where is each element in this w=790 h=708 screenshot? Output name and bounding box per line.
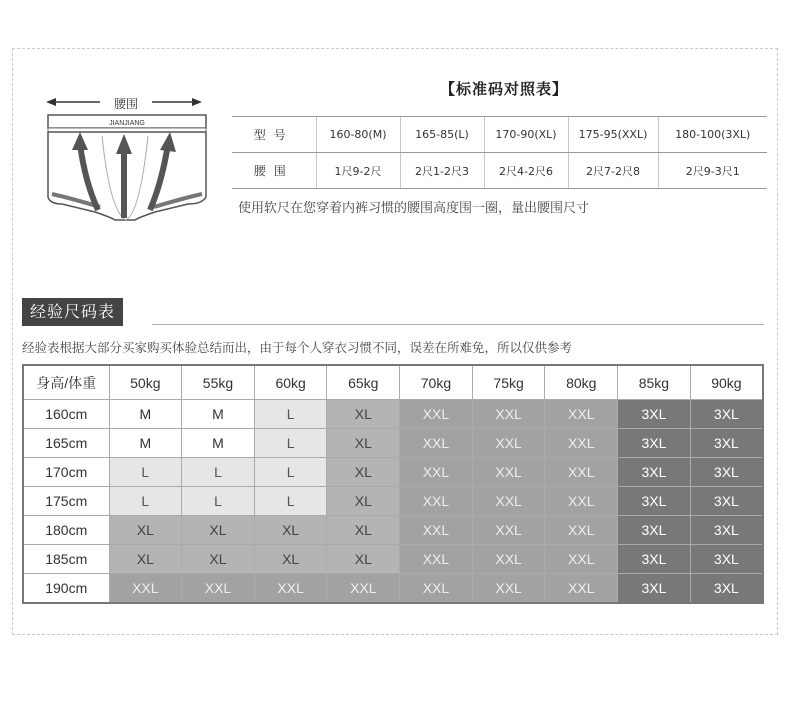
height-label: 175cm <box>23 487 109 516</box>
size-cell: XXL <box>545 545 618 574</box>
waist-label: 腰围 <box>100 95 152 112</box>
size-cell: L <box>254 458 327 487</box>
model-cell: 175-95(XXL) <box>568 117 658 153</box>
height-label: 165cm <box>23 429 109 458</box>
size-cell: XXL <box>545 516 618 545</box>
size-cell: L <box>182 487 255 516</box>
size-cell: 3XL <box>690 545 763 574</box>
waist-cell: 2尺9-3尺1 <box>658 153 767 189</box>
weight-header: 80kg <box>545 365 618 400</box>
size-cell: XXL <box>545 574 618 604</box>
size-cell: L <box>254 429 327 458</box>
waist-cell: 2尺7-2尺8 <box>568 153 658 189</box>
waist-row-label: 腰围 <box>232 153 316 189</box>
size-cell: L <box>109 458 182 487</box>
height-label: 160cm <box>23 400 109 429</box>
size-table-body <box>23 400 763 604</box>
size-cell: L <box>254 487 327 516</box>
size-cell: L <box>254 400 327 429</box>
size-cell: M <box>109 429 182 458</box>
size-cell: XXL <box>545 400 618 429</box>
size-cell: XXL <box>182 574 255 604</box>
model-label: 型号 <box>232 117 316 153</box>
table-row <box>23 400 763 429</box>
model-cell: 180-100(3XL) <box>658 117 767 153</box>
weight-header: 70kg <box>400 365 473 400</box>
waist-cell: 2尺4-2尺6 <box>484 153 568 189</box>
size-cell: XXL <box>472 487 545 516</box>
table-row <box>23 487 763 516</box>
size-cell: XL <box>327 400 400 429</box>
model-row <box>232 117 767 153</box>
size-cell: 3XL <box>690 516 763 545</box>
model-cell: 165-85(L) <box>400 117 484 153</box>
size-cell: 3XL <box>618 487 691 516</box>
brand-text: JIANJIANG <box>109 120 145 127</box>
underwear-illustration <box>40 92 210 227</box>
underwear-image <box>40 92 210 227</box>
experience-table-title: 经验尺码表 <box>22 298 123 326</box>
size-cell: XXL <box>254 574 327 604</box>
weight-header: 60kg <box>254 365 327 400</box>
size-cell: XXL <box>545 487 618 516</box>
waist-cell: 2尺1-2尺3 <box>400 153 484 189</box>
table-row <box>23 516 763 545</box>
size-cell: L <box>182 458 255 487</box>
size-cell: 3XL <box>690 429 763 458</box>
size-cell: XL <box>254 516 327 545</box>
weight-header: 75kg <box>472 365 545 400</box>
size-cell: 3XL <box>618 574 691 604</box>
size-cell: XL <box>182 516 255 545</box>
height-label: 190cm <box>23 574 109 604</box>
size-cell: 3XL <box>618 429 691 458</box>
weight-header: 85kg <box>618 365 691 400</box>
size-cell: XL <box>327 487 400 516</box>
size-cell: XXL <box>472 429 545 458</box>
size-cell: XXL <box>472 545 545 574</box>
title-divider <box>152 324 764 325</box>
size-cell: XXL <box>545 458 618 487</box>
size-cell: 3XL <box>690 458 763 487</box>
size-cell: XXL <box>400 458 473 487</box>
size-cell: XL <box>109 516 182 545</box>
size-cell: XXL <box>109 574 182 604</box>
size-cell: XL <box>327 545 400 574</box>
weight-header: 50kg <box>109 365 182 400</box>
size-cell: M <box>182 429 255 458</box>
size-cell: XXL <box>327 574 400 604</box>
size-cell: 3XL <box>690 487 763 516</box>
size-cell: XXL <box>472 516 545 545</box>
height-label: 180cm <box>23 516 109 545</box>
height-label: 185cm <box>23 545 109 574</box>
weight-header: 65kg <box>327 365 400 400</box>
size-cell: XXL <box>472 400 545 429</box>
size-cell: 3XL <box>618 458 691 487</box>
weight-header: 55kg <box>182 365 255 400</box>
table-row <box>23 429 763 458</box>
size-cell: XXL <box>400 545 473 574</box>
standard-size-table <box>232 116 767 189</box>
size-cell: XL <box>109 545 182 574</box>
size-cell: XXL <box>472 458 545 487</box>
model-cell: 160-80(M) <box>316 117 400 153</box>
size-cell: XXL <box>400 400 473 429</box>
experience-note: 经验表根据大部分买家购买体验总结而出，由于每个人穿衣习惯不同，误差在所难免，所以仅供参考 <box>22 340 573 355</box>
table-row <box>23 574 763 604</box>
height-label: 170cm <box>23 458 109 487</box>
waist-cell: 1尺9-2尺 <box>316 153 400 189</box>
size-cell: XL <box>327 516 400 545</box>
size-cell: XL <box>327 458 400 487</box>
standard-table-title: 【标准码对照表】 <box>440 80 569 98</box>
size-cell: XXL <box>545 429 618 458</box>
model-cell: 170-90(XL) <box>484 117 568 153</box>
table-row <box>23 458 763 487</box>
size-cell: 3XL <box>618 400 691 429</box>
measure-instruction: 使用软尺在您穿着内裤习惯的腰围高度围一圈，量出腰围尺寸 <box>238 201 590 216</box>
size-cell: 3XL <box>690 400 763 429</box>
size-cell: 3XL <box>618 545 691 574</box>
experience-size-table <box>22 364 764 604</box>
weight-header-row <box>23 365 763 400</box>
table-row <box>23 545 763 574</box>
size-cell: 3XL <box>618 516 691 545</box>
size-cell: XL <box>327 429 400 458</box>
size-cell: XXL <box>472 574 545 604</box>
size-cell: XL <box>182 545 255 574</box>
size-cell: M <box>109 400 182 429</box>
size-cell: XL <box>254 545 327 574</box>
waist-row <box>232 153 767 189</box>
size-cell: L <box>109 487 182 516</box>
size-cell: 3XL <box>690 574 763 604</box>
size-cell: M <box>182 400 255 429</box>
size-cell: XXL <box>400 516 473 545</box>
size-cell: XXL <box>400 574 473 604</box>
weight-header: 90kg <box>690 365 763 400</box>
size-cell: XXL <box>400 429 473 458</box>
corner-header: 身高/体重 <box>23 365 109 400</box>
size-cell: XXL <box>400 487 473 516</box>
